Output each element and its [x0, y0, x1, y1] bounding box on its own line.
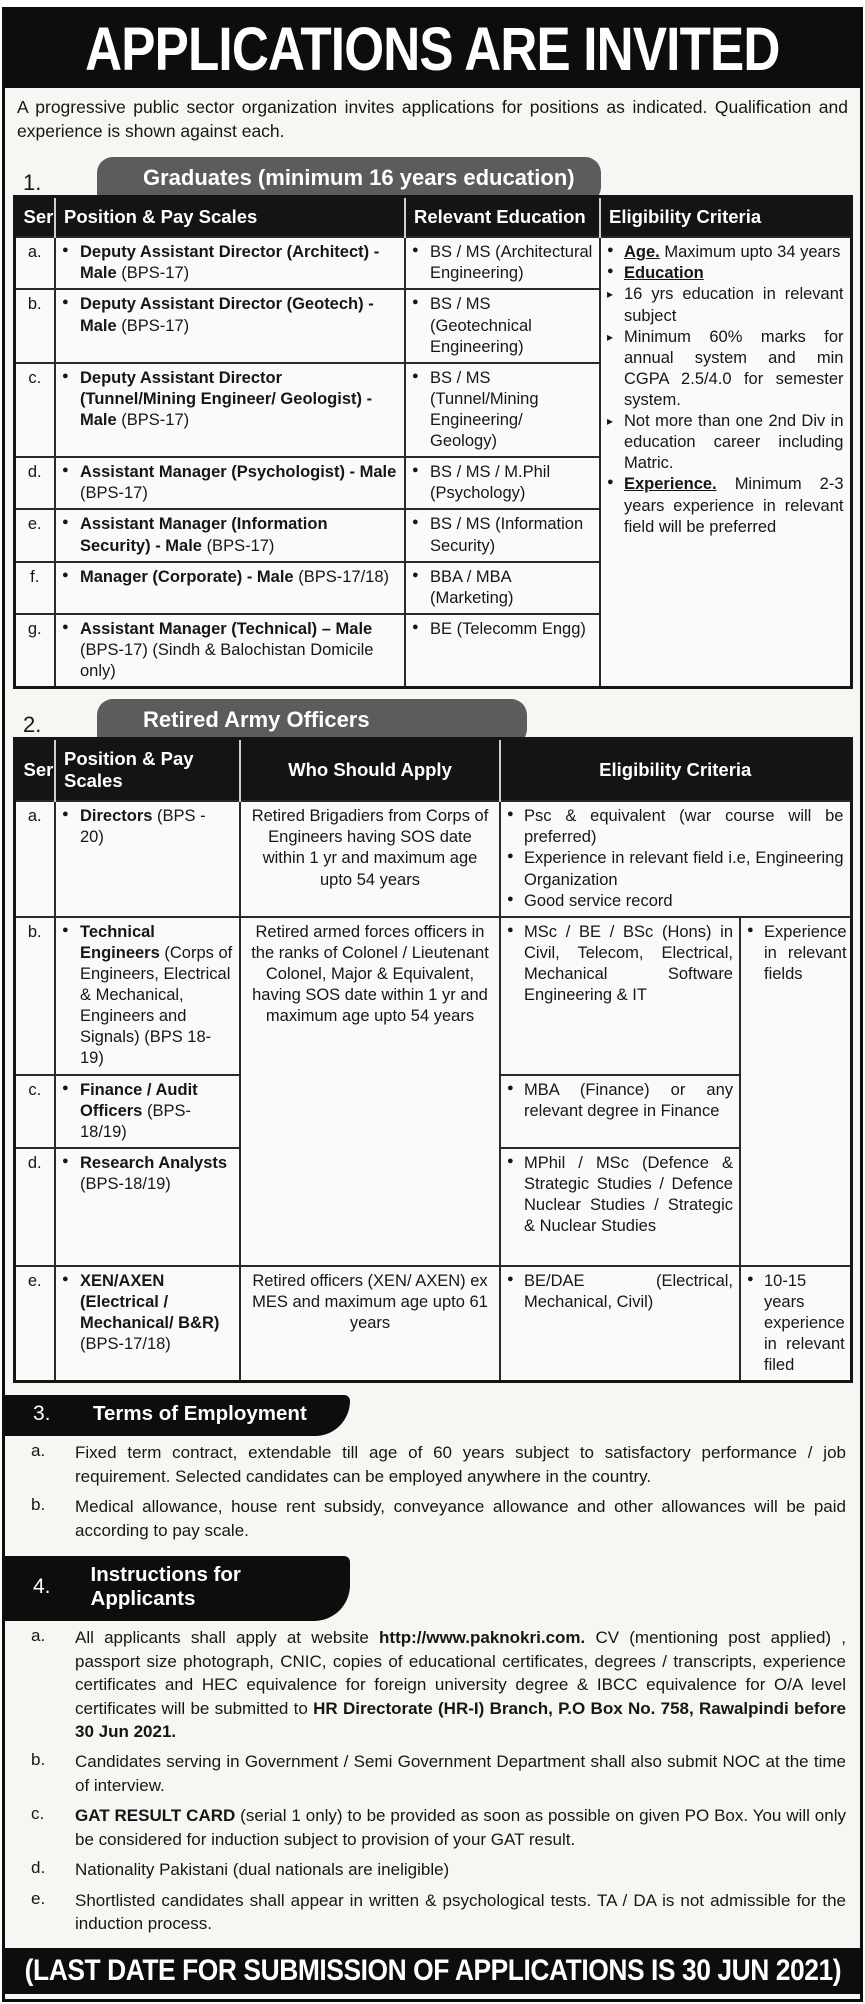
last-date-text: (LAST DATE FOR SUBMISSION OF APPLICATIONS IS 30 JUN 2021): [24, 1953, 841, 1987]
who-should-apply-cell: Retired officers (XEN/ AXEN) ex MES and maximum age upto 61 years: [240, 1266, 500, 1382]
bullet-icon: ●: [412, 369, 419, 382]
who-should-apply-cell: Retired armed forces officers in the ranks of Colonel / Lieutenant Colonel, Major & Equivalent, having SOS date within 1 yr and maximum age upto 54 years: [240, 917, 500, 1266]
eligibility-cell: ● MSc / BE / BSc (Hons) in Civil, Telecom, Electrical, Mechanical Software Engineering & IT: [500, 917, 740, 1075]
header-ser: Ser: [14, 739, 55, 802]
position-cell: ● Manager (Corporate) - Male (BPS-17/18): [55, 562, 405, 614]
title-banner: [5, 10, 860, 88]
position-cell: ● Research Analysts (BPS-18/19): [55, 1148, 240, 1266]
bullet-icon: ●: [412, 464, 419, 477]
ser-cell: g.: [14, 614, 55, 688]
position-cell: ● Directors (BPS - 20): [55, 801, 240, 917]
item-text: Candidates serving in Government / Semi Government Department shall also submit NOC at the time of interview.: [75, 1752, 846, 1795]
experience-cell: ● 10-15 years experience in relevant filed: [740, 1266, 851, 1382]
education-cell: ● BS / MS (Geotechnical Engineering): [405, 289, 600, 362]
header-eligibility: Eligibility Criteria: [600, 197, 851, 238]
bullet-icon: ●: [62, 464, 69, 477]
item-letter: e.: [31, 1888, 46, 1908]
ser-cell: b.: [14, 289, 55, 362]
bullet-icon: ●: [507, 808, 514, 821]
bullet-icon: ●: [62, 1272, 69, 1285]
bullet-icon: ●: [62, 1081, 69, 1094]
website-url: http://www.paknokri.com.: [379, 1628, 586, 1648]
item-letter: b.: [31, 1495, 46, 1515]
job-advertisement: [2, 7, 863, 2002]
arrow-icon: ▸: [607, 287, 614, 302]
section-4-title: Instructions for Applicants: [90, 1563, 241, 1611]
bullet-icon: ●: [62, 1154, 69, 1167]
position-cell: ● XEN/AXEN (Electrical / Mechanical/ B&R) (BPS-17/18): [55, 1266, 240, 1382]
eligibility-cell: ● MPhil / MSc (Defence & Strategic Studies / Defence Nuclear Studies / Strategic & Nuclear Studies: [500, 1148, 740, 1266]
eligibility-cell: ● BE/DAE (Electrical, Mechanical, Civil): [500, 1266, 740, 1382]
bullet-icon: ●: [607, 476, 614, 489]
section-2-number: 2.: [23, 712, 42, 738]
table-header-row: [14, 739, 851, 802]
bullet-icon: ●: [507, 892, 514, 905]
item-text: Medical allowance, house rent subsidy, conveyance allowance and other allowances will be paid according to pay scale.: [75, 1497, 846, 1540]
section-3-number: 3.: [33, 1402, 51, 1426]
table-header-row: [14, 197, 851, 238]
section-1-heading: [5, 157, 860, 195]
item-text: Nationality Pakistani (dual nationals are ineligible): [75, 1860, 450, 1880]
ser-cell: b.: [14, 917, 55, 1075]
ser-cell: d.: [14, 457, 55, 509]
bullet-icon: ●: [747, 1272, 754, 1285]
item-letter: a.: [31, 1626, 46, 1646]
bullet-icon: ●: [507, 1272, 514, 1285]
bullet-icon: ●: [62, 516, 69, 529]
instructions-item-b: [5, 1745, 860, 1799]
bullet-icon: ●: [62, 808, 69, 821]
item-text: Fixed term contract, extendable till age of 60 years subject to satisfactory performance / job requirement. Selected candidates can be employed anywhere in the country.: [75, 1443, 846, 1486]
ser-cell: a.: [14, 237, 55, 289]
bullet-icon: ●: [412, 516, 419, 529]
position-cell: ● Assistant Manager (Psychologist) - Male (BPS-17): [55, 457, 405, 509]
bullet-icon: ●: [607, 265, 614, 278]
education-cell: ● BS / MS (Information Security): [405, 509, 600, 561]
position-cell: ● Assistant Manager (Technical) – Male (BPS-17) (Sindh & Balochistan Domicile only): [55, 614, 405, 688]
bullet-icon: ●: [747, 923, 754, 936]
education-cell: ● BE (Telecomm Engg): [405, 614, 600, 688]
position-cell: ● Finance / Audit Officers (BPS-18/19): [55, 1075, 240, 1148]
who-should-apply-cell: Retired Brigadiers from Corps of Engineers having SOS date within 1 yr and maximum age upto 54 years: [240, 801, 500, 917]
item-text: Shortlisted candidates shall appear in written & psychological tests. TA / DA is not admissible for the induction process.: [75, 1890, 846, 1934]
header-position: Position & Pay Scales: [55, 197, 405, 238]
bullet-icon: ●: [412, 620, 419, 633]
education-cell: ● BS / MS / M.Phil (Psychology): [405, 457, 600, 509]
bullet-icon: ●: [507, 1154, 514, 1167]
position-cell: ● Deputy Assistant Director (Architect) - Male (BPS-17): [55, 237, 405, 289]
position-cell: ● Technical Engineers (Corps of Engineers, Electrical & Mechanical, Engineers and Signals) (BPS 18-19): [55, 917, 240, 1075]
header-eligibility: Eligibility Criteria: [500, 739, 851, 802]
section-2-badge: Retired Army Officers: [97, 699, 527, 745]
position-cell: ● Deputy Assistant Director (Tunnel/Mining Engineer/ Geologist) - Male (BPS-17): [55, 363, 405, 457]
footer-banner: [5, 1948, 860, 1994]
instructions-item-d: [5, 1853, 860, 1883]
bullet-icon: ●: [607, 244, 614, 257]
ser-cell: c.: [14, 1075, 55, 1148]
header-ser: Ser: [14, 197, 55, 238]
bullet-icon: ●: [412, 296, 419, 309]
bullet-icon: ●: [62, 923, 69, 936]
arrow-icon: ▸: [607, 329, 614, 344]
bullet-icon: ●: [62, 568, 69, 581]
instructions-item-a: [5, 1621, 860, 1745]
bullet-icon: ●: [507, 1081, 514, 1094]
section-4-number: 4.: [33, 1575, 51, 1599]
ser-cell: e.: [14, 1266, 55, 1382]
position-cell: ● Deputy Assistant Director (Geotech) - Male (BPS-17): [55, 289, 405, 362]
section-4-banner: [5, 1556, 350, 1621]
education-cell: ● BS / MS (Architectural Engineering): [405, 237, 600, 289]
bullet-icon: ●: [62, 369, 69, 382]
section-3-title: Terms of Employment: [93, 1402, 307, 1426]
ser-cell: d.: [14, 1148, 55, 1266]
item-letter: d.: [31, 1858, 46, 1878]
bullet-icon: ●: [507, 850, 514, 863]
terms-item-b: [5, 1490, 860, 1544]
item-text: All applicants shall apply at website http://www.paknokri.com. CV (mentioning post applied) , passport size photograph, CNIC, copies of educational certificates, degrees / transcripts, experience certificates and HEC equivalence for foreign university degree & IBCC equivalence for O/A level certificates will be submitted to HR Directorate (HR-I) Branch, P.O Box No. 758, Rawalpindi before 30 Jun 2021.: [75, 1628, 847, 1742]
ser-cell: e.: [14, 509, 55, 561]
experience-cell: ● Experience in relevant fields: [740, 917, 851, 1266]
section-1-number: 1.: [23, 170, 42, 196]
eligibility-cell: ● MBA (Finance) or any relevant degree in Finance: [500, 1075, 740, 1148]
section-1-badge: Graduates (minimum 16 years education): [97, 157, 601, 203]
education-cell: ● BS / MS (Tunnel/Mining Engineering/ Geology): [405, 363, 600, 457]
education-cell: ● BBA / MBA (Marketing): [405, 562, 600, 614]
instructions-item-c: [5, 1799, 860, 1853]
bullet-icon: ●: [62, 244, 69, 257]
retired-officers-table: [13, 737, 853, 1383]
ser-cell: a.: [14, 801, 55, 917]
bullet-icon: ●: [412, 244, 419, 257]
table-row: [14, 1266, 851, 1382]
eligibility-cell: ● Psc & equivalent (war course will be preferred) ● Experience in relevant field i.e, Engineering Organization ● Good service record: [500, 801, 851, 917]
table-row: [14, 917, 851, 1075]
bullet-icon: ●: [62, 296, 69, 309]
table-row: [14, 237, 851, 289]
header-position: Position & Pay Scales: [55, 739, 240, 802]
bullet-icon: ●: [412, 568, 419, 581]
page-title: APPLICATIONS ARE INVITED: [85, 14, 780, 83]
instructions-item-e: [5, 1884, 860, 1938]
section-3-banner: [5, 1395, 350, 1436]
item-letter: b.: [31, 1750, 46, 1770]
ser-cell: c.: [14, 363, 55, 457]
bullet-icon: ●: [507, 923, 514, 936]
header-education: Relevant Education: [405, 197, 600, 238]
item-text: GAT RESULT CARD (serial 1 only) to be provided as soon as possible on given PO Box. You will only be considered for induction subject to provision of your GAT result.: [75, 1806, 846, 1849]
terms-item-a: [5, 1436, 860, 1490]
ser-cell: f.: [14, 562, 55, 614]
bullet-icon: ●: [62, 620, 69, 633]
position-cell: ● Assistant Manager (Information Security) - Male (BPS-17): [55, 509, 405, 561]
eligibility-cell: ● Age. Maximum upto 34 years ● Education ▸ 16 yrs education in relevant subject ▸ Minimum 60% marks for annual system and min CGPA 2.5/4.0 for semester system. ▸ Not more than one 2nd Div in education career including Matric. ● Experience. Minimum 2-3 years experience in relevant field will be preferred: [600, 237, 851, 687]
item-letter: c.: [31, 1804, 45, 1824]
arrow-icon: ▸: [607, 414, 614, 429]
graduates-table: [13, 195, 853, 689]
section-2-heading: [5, 699, 860, 737]
table-row: [14, 801, 851, 917]
intro-paragraph: A progressive public sector organization invites applications for positions as indicated. Qualification and experience is shown against each.: [17, 97, 848, 141]
item-letter: a.: [31, 1441, 46, 1461]
header-who: Who Should Apply: [240, 739, 500, 802]
